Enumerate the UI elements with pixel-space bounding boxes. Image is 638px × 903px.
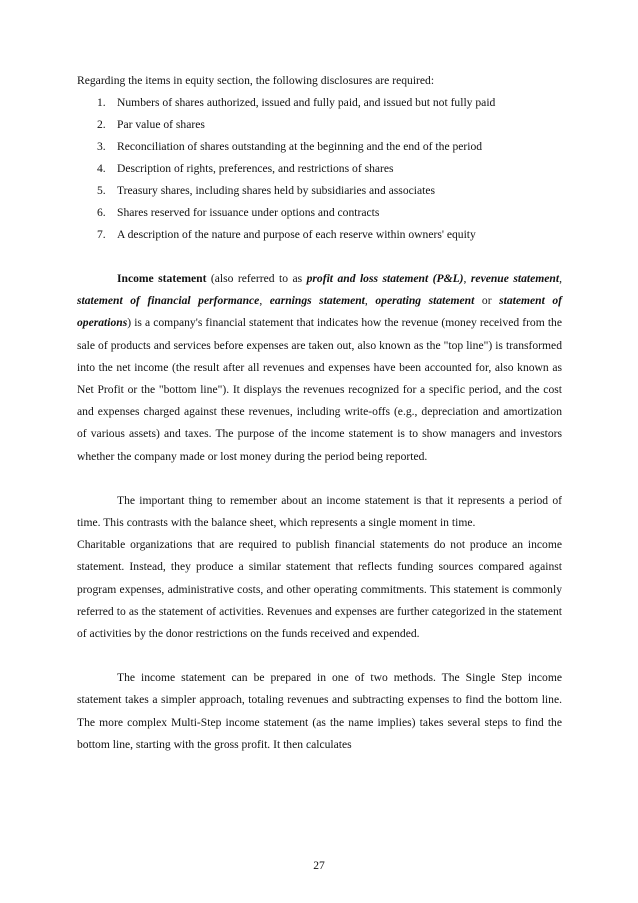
alias-term: revenue statement <box>470 272 560 285</box>
preparation-methods-paragraph: The income statement can be prepared in one of two methods. The Single Step income statement takes a simpler approach, totaling revenues and subtracting expenses to find the bottom line. The more complex Multi-Step income statement (as the name implies) takes several steps to find the bottom line, starting with the gross profit. It then calculates <box>77 671 562 751</box>
alias-term: profit and loss statement (P&L) <box>306 272 464 285</box>
list-number: 3. <box>97 140 106 153</box>
list-text: Treasury shares, including shares held by subsidiaries and associates <box>117 184 436 197</box>
separator: , <box>463 272 471 285</box>
list-item <box>77 202 562 224</box>
list-item <box>77 92 562 114</box>
period-of-time-paragraph: The important thing to remember about an income statement is that it represents a period of time. This contrasts with the balance sheet, which represents a single moment in time. <box>77 493 562 530</box>
list-text: Shares reserved for issuance under options and contracts <box>117 206 380 219</box>
list-text: Reconciliation of shares outstanding at the beginning and the end of the period <box>117 140 483 153</box>
list-number: 2. <box>97 118 106 131</box>
alias-term: earnings statement <box>269 294 365 308</box>
disclosure-list <box>77 92 562 246</box>
alias-term: statement of financial performance <box>77 294 260 308</box>
body-text <box>77 70 562 756</box>
list-number: 1. <box>97 96 106 109</box>
list-number: 6. <box>97 206 106 219</box>
paragraph-text: ) is a company's financial statement that indicates how the revenue (money received from the sale of products and services before expenses are taken out, also known as the "top line") is transformed into the net income (the result after all revenues and expenses have been accounted for, also known as Net Profit or the "bottom line"). It displays the revenues recognized for a specific period, and the cost and expenses charged against these revenues, including write-offs (e.g., depreciation and amortization of various assets) and taxes. The purpose of the income statement is to show managers and investors whether the company made or lost money during the period being reported. <box>77 316 562 463</box>
list-text: A description of the nature and purpose of each reserve within owners' equity <box>117 228 476 241</box>
list-number: 7. <box>97 228 106 241</box>
alias-term: statement of operations <box>77 294 563 330</box>
list-text: Par value of shares <box>117 118 205 131</box>
income-statement-term: Income statement <box>117 272 207 285</box>
list-item <box>77 114 562 136</box>
income-statement-paragraph <box>77 268 562 468</box>
list-number: 4. <box>97 162 106 175</box>
list-item <box>77 158 562 180</box>
equity-disclosure-intro: Regarding the items in equity section, the following disclosures are required: <box>77 74 435 87</box>
separator: , <box>364 294 376 308</box>
list-item <box>77 136 562 158</box>
page-number: 27 <box>313 859 325 872</box>
separator: or <box>474 294 500 308</box>
list-text: Description of rights, preferences, and restrictions of shares <box>117 162 394 175</box>
list-number: 5. <box>97 184 106 197</box>
separator: , <box>559 272 562 285</box>
separator: , <box>259 294 270 308</box>
paragraph-text: (also referred to as <box>206 272 307 285</box>
alias-term: operating statement <box>375 294 475 308</box>
list-item <box>77 224 562 246</box>
charitable-organizations-paragraph: Charitable organizations that are required to publish financial statements do not produce an income statement. Instead, they produce a similar statement that reflects funding sources compared against program expenses, administrative costs, and other operating commitments. This statement is commonly referred to as the statement of activities. Revenues and expenses are further categorized in the statement of activities by the donor restrictions on the funds received and expended. <box>77 538 562 641</box>
list-item <box>77 180 562 202</box>
list-text: Numbers of shares authorized, issued and fully paid, and issued but not fully paid <box>117 96 496 109</box>
